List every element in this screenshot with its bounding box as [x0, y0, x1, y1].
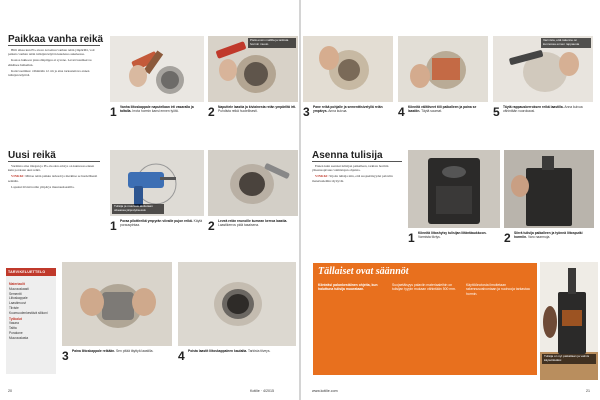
page-number-left: 20	[8, 389, 12, 393]
new-step-1	[110, 150, 204, 250]
photo-chisel-hole	[208, 36, 298, 102]
step-caption-text: Irrota hormin kansi ennen työtä.	[132, 109, 179, 114]
photo-drill-wall	[110, 150, 204, 216]
step-number: 4	[178, 349, 185, 363]
page-gutter	[299, 0, 301, 400]
step-caption	[418, 231, 500, 257]
body-text-stove	[312, 164, 402, 256]
photo-stove-position	[504, 150, 594, 228]
folio-text-right: www.kotilie.com	[312, 389, 338, 393]
step-caption-text: Laastikerros pidä tasaisena.	[218, 223, 260, 228]
title-rule	[312, 161, 402, 162]
list-item: Muurauslaasti	[9, 286, 29, 291]
body-text-old-hole	[8, 48, 100, 138]
photo-mortar-hole	[208, 150, 298, 216]
list-item: Vasara	[9, 321, 19, 326]
rules-column-1	[318, 283, 386, 371]
rules-column-2: Suojaetäisyys palaviin materiaaleihin on tulisijan tyypin mukaan vähintään 500 mm.	[392, 283, 456, 292]
photo-finished-stove	[540, 262, 598, 380]
body-paragraph: Lopuksi tiivistä reiän ympärys muurauslaastilla.	[11, 184, 75, 189]
photo-note: Varmista, että rakenne on kunnossa ennen rappausta	[541, 38, 591, 48]
body-paragraph	[8, 174, 100, 183]
rules-column-3: Käyttöönotosta ilmoitetaan rakennusvalvontaan ja nuohooja tarkastaa hormin.	[466, 283, 530, 296]
step-number: 1	[110, 219, 117, 233]
list-item: Kuumuudenkestävä silikoni	[9, 310, 48, 315]
tools-label: Työkalut	[9, 316, 22, 321]
step-caption	[120, 105, 204, 135]
title-rule	[8, 45, 100, 46]
step-caption-bold: Pane reikä pohjalle ja sementtisivelyllä reiän ympärys.	[313, 105, 383, 114]
stove-step-1	[408, 150, 500, 258]
rules-text: Kiinteäsi palonkestäinen ohjeita, kun haluttuna tulisija muurataan.	[318, 283, 378, 292]
body-paragraph: Varmista aina tilaajan ja PG-vuodon eristys on kunnossa ennen kuin porataan uusi reikä.	[8, 164, 95, 173]
step-caption-text: Anna kuivua.	[328, 109, 348, 114]
photo-insert-pipe	[62, 262, 172, 346]
new-step-2	[208, 150, 298, 250]
list-item: Laastimuovi	[9, 301, 27, 306]
tip-label: VINKKI:	[315, 174, 329, 179]
title-rule	[8, 161, 100, 162]
section-title-new-hole: Uusi reikä	[8, 150, 56, 161]
step-number: 2	[504, 231, 511, 245]
step-caption-text: Täytä saumat.	[421, 109, 443, 114]
list-item: Taltta	[9, 326, 17, 331]
tools-list	[9, 281, 54, 341]
body-paragraph: Kaatoa lukkoon pistoolinpiippu ei syvene. Leveä laastikerros ehkäisee halkeilun.	[8, 58, 92, 67]
list-item: Tiiviste	[9, 305, 19, 310]
step-caption	[503, 105, 591, 135]
photo-note: Tulisija on nyt paikallaan ja valmis käytettäväksi	[542, 354, 596, 364]
step-caption-bold: Naputtele laastia ja kiviainesta reiän ympäriltä irti.	[218, 105, 297, 109]
tip-label: VINKKI:	[11, 174, 25, 179]
step-number: 3	[62, 349, 69, 363]
step-caption	[313, 105, 393, 135]
section-title-stove: Asenna tulisija	[312, 150, 383, 161]
old-step-1	[110, 36, 204, 136]
step-caption-bold: Leveä reiän reunoille kumean kerroa laastia.	[218, 219, 288, 223]
step-caption-text: Käytä porauspintaa.	[120, 219, 203, 228]
list-item: Muurauslasta	[9, 335, 29, 340]
step-number: 1	[110, 105, 117, 119]
old-step-2	[208, 36, 298, 136]
step-caption-bold: Täytä rappauskerroksen reikä laastilla.	[503, 105, 564, 109]
materials-label: Materiaalit	[9, 282, 25, 286]
step-caption	[120, 219, 204, 249]
step-number: 2	[208, 219, 215, 233]
step-number: 2	[208, 105, 215, 119]
step-caption-bold: Vanha liitoskappale naputellaan irti vasaralla ja taltalla.	[120, 105, 194, 114]
body-paragraph: Kattovaatimus: vähintään 12 cm ja aina tarkastettava ennen tulisijan käyttöä.	[8, 68, 90, 78]
tip-text: Mittaa reiän paikka tarkasti ja merkitse se huolellisesti seinään.	[8, 174, 98, 183]
step-caption-text: Anna kuivua vähintään vuorokausi.	[503, 105, 583, 114]
new-step-3	[62, 262, 172, 377]
step-caption-text: Puhdista reikä huolellisesti.	[218, 109, 258, 114]
body-paragraph: Hiili alkaa kun PG-vuoto kovettuu vanhan reiän ympärillä, voit paikata vanhan reiän tulisijan käytön kuudessa askeleessa.	[8, 48, 95, 57]
body-paragraph: Ennen kuin asennat tulisijan paikalleen, tarkista hormin yhteensopivuus valmistajan ohjeista.	[312, 164, 389, 173]
tip-text: Sijoita tulisija niin, että suojaetäisyydet palaviin materiaaleihin täyttyvät.	[312, 174, 393, 183]
step-caption-text: Varmista tiiviys.	[418, 235, 441, 240]
finished-stove	[540, 262, 598, 380]
photo-chisel-wall	[110, 36, 204, 102]
photo-mortar-apply	[303, 36, 393, 102]
page-number-right: 21	[586, 389, 590, 393]
step-caption-bold: Paina liitoskappale reikään.	[72, 349, 116, 353]
body-text-new-hole	[8, 164, 100, 264]
photo-plaster-finish	[493, 36, 593, 102]
section-title-old-hole: Paikkaa vanha reikä	[8, 34, 104, 45]
list-item: Porakone	[9, 330, 23, 335]
old-step-3	[303, 36, 393, 136]
tools-list-header: TARVIKELUETTELO	[6, 268, 56, 276]
new-step-4	[178, 262, 296, 377]
step-caption-bold: Poraa pilottireikä ympyrän viivalle pujon reikä.	[120, 219, 193, 223]
step-caption-bold: Kiinnitä välitiiveet tiili paikalleen ja paina se laastiin.	[408, 105, 477, 114]
photo-stove-connector	[408, 150, 500, 228]
step-caption-bold: Poista laastit liitoskappaleen kaulalta.	[188, 349, 248, 353]
list-item: Sementti	[9, 291, 22, 296]
photo-note: Pistä ensin mallilla ja tarkista hormin muoto	[248, 38, 296, 48]
step-caption-bold: Kiinnitä liitoshylsy tulisijan liitäntäaukkoon.	[418, 231, 487, 235]
step-number: 4	[398, 105, 405, 119]
step-caption	[188, 349, 296, 377]
photo-brick-place	[398, 36, 488, 102]
rules-title: Tällaiset ovat säännöt	[318, 266, 409, 277]
old-step-5	[493, 36, 593, 136]
step-caption	[218, 219, 298, 249]
photo-note: Tulisija ja muuraus aloitetaan oikeassa järjestyksessä	[112, 204, 164, 214]
folio-text-left: Kotilie · 4/2015	[250, 389, 274, 393]
photo-finished-pipe	[178, 262, 296, 346]
old-step-4	[398, 36, 488, 136]
step-caption-text: Varo naarmuja.	[527, 235, 551, 240]
list-item: Liitoskappale	[9, 296, 28, 301]
step-number: 1	[408, 231, 415, 245]
step-caption	[72, 349, 172, 377]
step-caption-text: Tarkista tiiveys.	[248, 349, 271, 353]
body-paragraph	[312, 174, 402, 183]
step-caption-bold: Siirrä tulisija paikalleen ja työnnä liitosputki hormiin.	[514, 231, 583, 240]
step-caption	[218, 105, 298, 135]
step-caption	[514, 231, 594, 257]
step-number: 3	[303, 105, 310, 119]
step-caption	[408, 105, 488, 135]
step-caption-text: Sen pitää täyttyä laastilla.	[115, 349, 154, 353]
step-number: 5	[493, 105, 500, 119]
stove-step-2	[504, 150, 594, 258]
